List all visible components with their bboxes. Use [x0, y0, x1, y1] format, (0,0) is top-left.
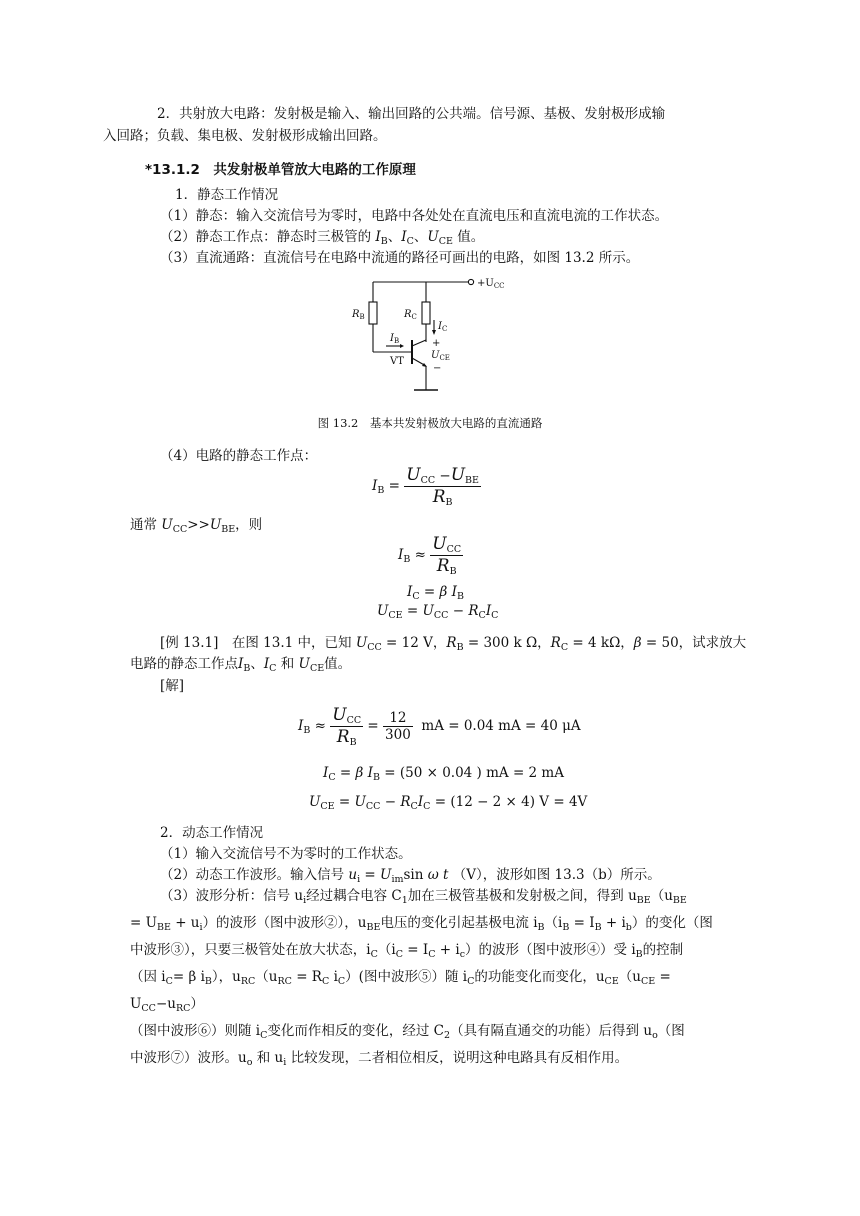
static-title: 1．静态工作情况	[175, 187, 279, 203]
text-span: 通常	[130, 517, 157, 533]
label-minus: −	[433, 363, 442, 374]
solution-label: [解]	[160, 678, 185, 694]
result-uce: $U_{CE} = U_{CC} - R_CI_C = (12 - 2 \times 4) V = 4V$	[309, 794, 588, 812]
example-line-2: 电路的静态工作点$I_B$、$I_C$ 和 $U_{CE}$值。	[130, 656, 352, 674]
label-ucc: $+U_{CC}$	[477, 278, 505, 290]
usually-line: 通常 $U_{CC}>>U_{BE}$，则	[130, 517, 263, 535]
section-heading: *13.1.2 共发射极单管放大电路的工作原理	[145, 162, 416, 178]
static-item-1: （1）静态：输入交流信号为零时，电路中各处处在直流电压和直流电流的工作状态。	[160, 208, 669, 224]
label-ic: $I_C$	[438, 321, 448, 333]
example-line-1: [例 13.1] 在图 13.1 中，已知 $U_{CC} = 12$ V，$R_B = 300$ k Ω，$R_C = 4$ kΩ，β = 50，试求放大	[160, 635, 747, 653]
dynamic-item-1: （1）输入交流信号不为零时的工作状态。	[160, 846, 412, 862]
text-span: 电路的静态工作点	[130, 656, 238, 672]
text-span: 值。	[457, 229, 485, 245]
text-span: 值。	[324, 656, 352, 672]
text-span: （2）动态工作波形。输入信号	[160, 867, 345, 883]
text-span: ，则	[235, 517, 263, 533]
para-line: 入回路；负载、集电极、发射极形成输出回路。	[103, 128, 387, 144]
static-item-2: （2）静态工作点：静态时三极管的 $I_B$、$I_C$、$U_{CE}$ 值。	[160, 229, 485, 247]
equation-uce: $U_{CE} = U_{CC} - R_CI_C$	[377, 603, 499, 621]
static-item-4: （4）电路的静态工作点：	[160, 448, 318, 464]
text-span: （V），波形如图 13.3（b）所示。	[452, 867, 661, 883]
text-span: （2）静态工作点：静态时三极管的	[160, 229, 372, 245]
result-ic: $I_C = \beta$ $I_B = (50 \times 0.04$ ) mA = 2 mA	[323, 765, 564, 783]
equation-ib-approx: $I_B$ ≈ $\frac{U_{CC}}{R_B}$	[398, 534, 462, 577]
paragraph-common-emitter	[103, 103, 730, 147]
dynamic-item-2: （2）动态工作波形。输入信号 $u_i = U_{im}\sin$ ω t （V），波形如图 13.3（b）所示。	[160, 867, 661, 885]
dc-path-circuit-diagram	[340, 272, 540, 402]
label-rc: $R_C$	[404, 309, 417, 321]
label-ib: $I_B$	[390, 333, 400, 345]
equation-ib: $I_B$ = $\frac{U_{CC} -U_{BE}}{R_B}$	[372, 465, 479, 508]
label-vt: VT	[390, 356, 404, 367]
dynamic-item-3: （3）波形分析：信号 $u_i$经过耦合电容 $C_1$加在三极管基极和发射极之间，得到 $u_{BE}(u_{BE}$ = $U_{BE} + u_i$）的波形（图中波形②），$u_{BE}$电压的变化引起基极电流 $i_B(i_B = I_B + i_b)$的变化（图 中波形③），只要三极管处在放大状态，$i_C(i_C = I_C + i_c)$的波形（图中波形④）受 $i_B$的控制 （因 $i_C= \beta$ $i_B$），$u_{RC}(u_{RC} = R_C$ $i_C$）(图中波形⑤）随 $i_C$的功能变化而变化，$u_{CE}(u_{CE} = U_{CC}-u_{RC})$ （图中波形⑥）则随 $i_C$变化而作相反的变化，经过 $C_2$（具有隔直通交的功能）后得到 $u_o$（图 中波形⑦）波形。$u_o$ 和 $u_i$ 比较发现，二者相位相反，说明这种电路具有反相作用。	[130, 888, 713, 1068]
static-item-3: （3）直流通路：直流信号在电路中流通的路径可画出的电路，如图 13.2 所示。	[160, 250, 640, 266]
label-rb: $R_B$	[352, 309, 365, 321]
text-span: = (12 − 2 × 4) V = 4V	[434, 794, 588, 810]
equation-ic: $I_C = \beta$ $I_B$	[407, 584, 464, 602]
text-span: [例 13.1] 在图 13.1 中，已知	[160, 635, 352, 651]
label-uce: $U_{CE}$	[431, 350, 450, 362]
result-ib: $I_B$ ≈ $\frac{U_{CC}}{R_B}$ = $\frac{12}{300}$ mA = 0.04 mA = 40 μA	[298, 705, 581, 748]
figure-caption: 图 13.2 基本共发射极放大电路的直流通路	[317, 416, 543, 430]
para-line: 2．共射放大电路：发射极是输入、输出回路的公共端。信号源、基极、发射极形成输	[157, 106, 666, 122]
dynamic-title: 2．动态工作情况	[160, 825, 264, 841]
label-plus: +	[432, 338, 441, 349]
text-span: mA = 0.04 mA = 40 μA	[421, 718, 581, 734]
text-span: = (50 × 0.04 ) mA = 2 mA	[384, 765, 564, 781]
